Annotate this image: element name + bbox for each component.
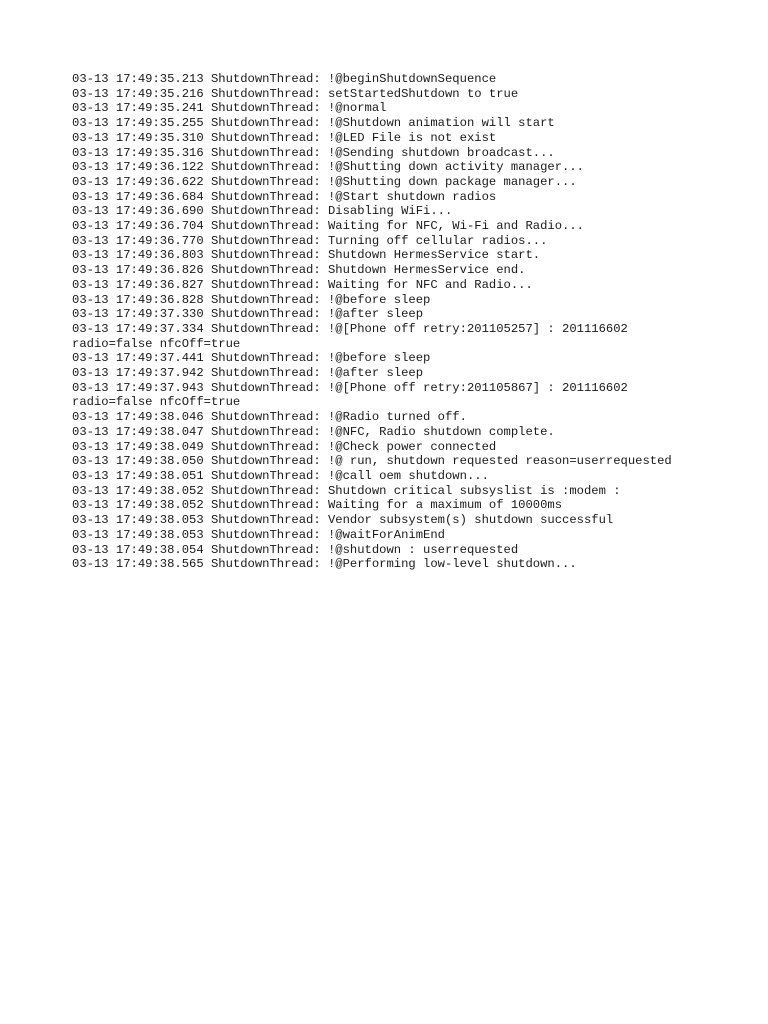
log-line: radio=false nfcOff=true xyxy=(72,395,241,410)
log-line: 03-13 17:49:36.803 ShutdownThread: Shutdown HermesService start. xyxy=(72,248,541,263)
log-line: 03-13 17:49:36.690 ShutdownThread: Disabling WiFi... xyxy=(72,204,453,219)
log-line: 03-13 17:49:38.565 ShutdownThread: !@Performing low-level shutdown... xyxy=(72,557,577,572)
log-line: 03-13 17:49:36.622 ShutdownThread: !@Shutting down package manager... xyxy=(72,174,577,189)
log-line: 03-13 17:49:38.049 ShutdownThread: !@Check power connected xyxy=(72,439,497,454)
log-line: 03-13 17:49:36.827 ShutdownThread: Waiting for NFC and Radio... xyxy=(72,277,533,292)
shutdown-log xyxy=(72,72,732,572)
log-line: 03-13 17:49:38.053 ShutdownThread: !@waitForAnimEnd xyxy=(72,527,445,542)
log-line: 03-13 17:49:35.316 ShutdownThread: !@Sending shutdown broadcast... xyxy=(72,145,555,160)
log-line: 03-13 17:49:38.050 ShutdownThread: !@ run, shutdown requested reason=userrequested xyxy=(72,454,672,469)
log-line: 03-13 17:49:38.054 ShutdownThread: !@shutdown : userrequested xyxy=(72,542,519,557)
log-line: 03-13 17:49:35.241 ShutdownThread: !@normal xyxy=(72,101,387,116)
log-line: 03-13 17:49:38.051 ShutdownThread: !@call oem shutdown... xyxy=(72,468,489,483)
log-line: 03-13 17:49:37.942 ShutdownThread: !@after sleep xyxy=(72,366,424,381)
log-line: 03-13 17:49:35.213 ShutdownThread: !@beginShutdownSequence xyxy=(72,72,497,86)
log-line: 03-13 17:49:37.943 ShutdownThread: !@[Phone off retry:201105867] : 201116602 xyxy=(72,380,628,395)
log-line: 03-13 17:49:36.770 ShutdownThread: Turning off cellular radios... xyxy=(72,233,548,248)
log-line: 03-13 17:49:36.704 ShutdownThread: Waiting for NFC, Wi-Fi and Radio... xyxy=(72,219,584,234)
log-line: 03-13 17:49:38.053 ShutdownThread: Vendor subsystem(s) shutdown successful xyxy=(72,513,614,528)
log-line: 03-13 17:49:36.828 ShutdownThread: !@before sleep xyxy=(72,292,431,307)
log-line: radio=false nfcOff=true xyxy=(72,336,241,351)
log-line: 03-13 17:49:37.441 ShutdownThread: !@before sleep xyxy=(72,351,431,366)
log-line: 03-13 17:49:35.255 ShutdownThread: !@Shutdown animation will start xyxy=(72,116,555,131)
log-line: 03-13 17:49:36.826 ShutdownThread: Shutdown HermesService end. xyxy=(72,263,526,278)
log-line: 03-13 17:49:37.334 ShutdownThread: !@[Phone off retry:201105257] : 201116602 xyxy=(72,321,628,336)
log-line: 03-13 17:49:35.216 ShutdownThread: setStartedShutdown to true xyxy=(72,86,519,101)
log-line: 03-13 17:49:38.047 ShutdownThread: !@NFC, Radio shutdown complete. xyxy=(72,424,555,439)
log-line: 03-13 17:49:38.052 ShutdownThread: Waiting for a maximum of 10000ms xyxy=(72,498,563,513)
log-line: 03-13 17:49:36.122 ShutdownThread: !@Shutting down activity manager... xyxy=(72,160,584,175)
log-line: 03-13 17:49:36.684 ShutdownThread: !@Start shutdown radios xyxy=(72,189,497,204)
log-line: 03-13 17:49:37.330 ShutdownThread: !@after sleep xyxy=(72,307,424,322)
log-line: 03-13 17:49:38.052 ShutdownThread: Shutdown critical subsyslist is :modem : xyxy=(72,483,621,498)
log-line: 03-13 17:49:35.310 ShutdownThread: !@LED File is not exist xyxy=(72,130,497,145)
log-line: 03-13 17:49:38.046 ShutdownThread: !@Radio turned off. xyxy=(72,410,467,425)
